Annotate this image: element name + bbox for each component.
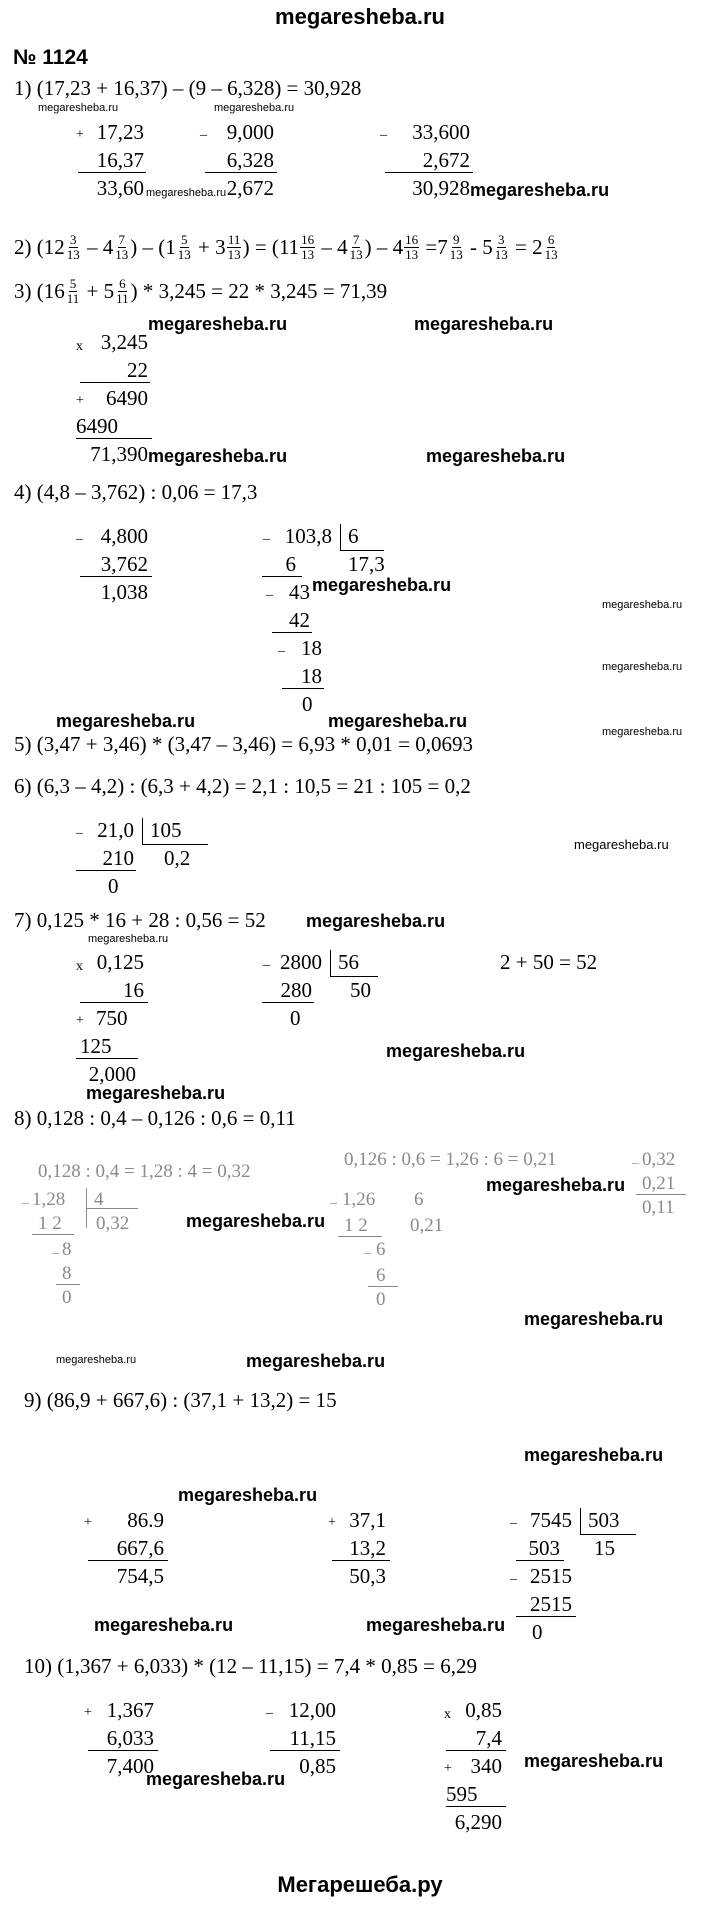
remainder: 0 [376, 1289, 386, 1310]
minus-sign: _ [263, 527, 270, 542]
result: 0,85 [299, 1754, 336, 1778]
equation: 10) (1,367 + 6,033) * (12 – 11,15) = 7,4 * 0,85 = 6,29 [24, 1654, 477, 1678]
dividend: 1,28 [32, 1189, 66, 1210]
partial: 6490 [76, 414, 118, 438]
watermark: megaresheba.ru [524, 1445, 664, 1465]
watermark: megaresheba.ru [86, 1083, 226, 1103]
minus-sign: _ [266, 583, 273, 598]
operand: 9,000 [226, 120, 274, 144]
result: 754,5 [116, 1564, 164, 1588]
operand: 16 [123, 978, 144, 1002]
rule [330, 976, 378, 977]
remainder: 0 [290, 1006, 301, 1030]
rule [76, 870, 136, 871]
watermark: megaresheba.ru [486, 1175, 626, 1195]
multiply-sign: x [76, 959, 83, 974]
rule [56, 1284, 80, 1285]
rule [516, 1616, 576, 1617]
rule [338, 1236, 382, 1237]
watermark: megaresheba.ru [312, 575, 452, 595]
dividend: 21,0 [97, 818, 134, 842]
dividend: 7545 [530, 1508, 572, 1532]
division-bar [330, 950, 331, 976]
dividend: 2800 [280, 950, 322, 974]
rule [88, 1750, 158, 1751]
rule [262, 1002, 314, 1003]
operand: 0,85 [465, 1698, 502, 1722]
minus-sign: _ [22, 1191, 29, 1206]
minus-sign: _ [263, 953, 270, 968]
step: 6 [376, 1239, 386, 1260]
step: 8 [62, 1263, 72, 1284]
watermark: megaresheba.ru [88, 933, 169, 945]
watermark: megaresheba.ru [178, 1485, 318, 1505]
rule [580, 1534, 636, 1535]
step: 8 [62, 1239, 72, 1260]
watermark: megaresheba.ru [146, 187, 227, 199]
rule [76, 438, 152, 439]
step: 503 [528, 1536, 560, 1560]
operand: 7,4 [475, 1726, 502, 1750]
rule [368, 1286, 398, 1287]
rule [262, 576, 302, 577]
quotient: 0,32 [96, 1213, 130, 1234]
plus-sign: + [76, 393, 84, 408]
result: 1,038 [100, 580, 148, 604]
rule [86, 1208, 138, 1209]
step: 18 [301, 636, 322, 660]
watermark: megaresheba.ru [148, 446, 288, 466]
rule [636, 1194, 686, 1195]
equation: 2) ( 12 $\frac{3}{13}$ – 4 $\frac{7}{13}$ ) – ( 1 $\frac{5}{13}$ + 3 $\frac{11}{13}$ ) = ( 11 $\frac{16}{13}$ – 4 $\frac{7}{13}$ ) – 4 $\frac{16}{13}$ = 7 $\frac{9}{13}$ - 5 $\frac{3}{13}$ = 2 $\frac{6}{13}$ [14, 231, 558, 262]
division-bar [142, 818, 143, 844]
dividend: 103,8 [284, 524, 332, 548]
divisor: 6 [348, 524, 359, 548]
result: 71,390 [90, 442, 148, 466]
minus-sign: _ [510, 1567, 517, 1582]
remainder: 0 [62, 1287, 72, 1308]
minus-sign: _ [76, 821, 83, 836]
partial: 595 [446, 1782, 478, 1806]
operand: 6,328 [226, 148, 274, 172]
minus-sign: _ [266, 1701, 273, 1716]
result: 33,60 [96, 176, 144, 200]
partial: 6490 [106, 386, 148, 410]
equation: 7) 0,125 * 16 + 28 : 0,56 = 52 [14, 908, 266, 932]
equation: 6) (6,3 – 4,2) : (6,3 + 4,2) = 2,1 : 10,5 = 21 : 105 = 0,2 [14, 774, 471, 798]
operand: 13,2 [349, 1536, 386, 1560]
operand: 2,672 [422, 148, 470, 172]
result: 30,928 [412, 176, 470, 200]
watermark: megaresheba.ru [94, 1615, 234, 1635]
operand: 0,21 [642, 1173, 676, 1194]
rule [270, 1750, 340, 1751]
result: 7,400 [106, 1754, 154, 1778]
rule [272, 632, 312, 633]
divisor: 56 [338, 950, 359, 974]
multiply-sign: x [444, 1707, 451, 1722]
sub-equation: 0,128 : 0,4 = 1,28 : 4 = 0,32 [38, 1161, 251, 1182]
quotient: 50 [350, 978, 371, 1002]
equation: 9) (86,9 + 667,6) : (37,1 + 13,2) = 15 [24, 1388, 337, 1412]
rule [88, 1560, 168, 1561]
quotient: 17,3 [348, 552, 385, 576]
result: 6,290 [454, 1810, 502, 1834]
rule [80, 576, 152, 577]
divisor: 4 [94, 1189, 104, 1210]
operand: 3,762 [100, 552, 148, 576]
site-footer: Мегарешеба.ру [277, 1872, 443, 1897]
rule [446, 1806, 506, 1807]
watermark: megaresheba.ru [38, 102, 119, 114]
watermark: megaresheba.ru [306, 911, 446, 931]
watermark: megaresheba.ru [386, 1041, 526, 1061]
plus-sign: + [76, 127, 84, 142]
watermark: megaresheba.ru [524, 1751, 664, 1771]
remainder: 0 [532, 1620, 543, 1644]
plus-sign: + [76, 1013, 84, 1028]
watermark: megaresheba.ru [602, 726, 683, 738]
step: 42 [289, 608, 310, 632]
divisor: 6 [414, 1189, 424, 1210]
step: 1 2 [344, 1215, 368, 1236]
result: 2,672 [226, 176, 274, 200]
partial: 125 [80, 1034, 112, 1058]
partial: 340 [470, 1754, 502, 1778]
plus-sign: + [444, 1761, 452, 1776]
minus-sign: _ [380, 123, 387, 138]
step: 280 [280, 978, 312, 1002]
watermark: megaresheba.ru [524, 1309, 664, 1329]
quotient: 0,2 [164, 846, 191, 870]
sum: 2 + 50 = 52 [500, 950, 598, 974]
minus-sign: _ [278, 639, 285, 654]
rule [80, 382, 150, 383]
operand: 16,37 [96, 148, 144, 172]
quotient: 0,21 [410, 1215, 444, 1236]
minus-sign: _ [510, 1511, 517, 1526]
equation: 1) (17,23 + 16,37) – (9 – 6,328) = 30,928 [14, 76, 362, 100]
watermark: megaresheba.ru [602, 661, 683, 673]
watermark: megaresheba.ru [56, 1354, 137, 1366]
rule [80, 1002, 148, 1003]
watermark: megaresheba.ru [246, 1351, 386, 1371]
operand: 667,6 [116, 1536, 164, 1560]
problem-number: № 1124 [13, 46, 88, 69]
partial: 750 [96, 1006, 128, 1030]
division-bar [340, 524, 341, 550]
multiply-sign: x [76, 339, 83, 354]
operand: 4,800 [100, 524, 148, 548]
rule [385, 172, 473, 173]
watermark: megaresheba.ru [328, 711, 468, 731]
sub-equation: 0,126 : 0,6 = 1,26 : 6 = 0,21 [344, 1149, 557, 1170]
rule [332, 1560, 390, 1561]
watermark: megaresheba.ru [366, 1615, 506, 1635]
rule [76, 1058, 138, 1059]
rule [142, 844, 208, 845]
step: 6 [285, 552, 296, 576]
plus-sign: + [84, 1515, 92, 1530]
step: 18 [301, 664, 322, 688]
watermark: megaresheba.ru [426, 446, 566, 466]
step: 1 2 [38, 1213, 62, 1234]
site-header: megaresheba.ru [275, 4, 445, 29]
watermark: megaresheba.ru [186, 1211, 326, 1231]
minus-sign: _ [200, 123, 207, 138]
divisor: 105 [150, 818, 182, 842]
rule [205, 172, 277, 173]
watermark: megaresheba.ru [214, 102, 295, 114]
watermark: megaresheba.ru [414, 314, 554, 334]
step: 210 [102, 846, 134, 870]
step: 2515 [530, 1592, 572, 1616]
rule [282, 688, 324, 689]
result: 50,3 [349, 1564, 386, 1588]
plus-sign: + [84, 1705, 92, 1720]
step: 2515 [530, 1564, 572, 1588]
watermark: megaresheba.ru [146, 1769, 286, 1789]
watermark: megaresheba.ru [602, 599, 683, 611]
rule [78, 172, 146, 173]
operand: 33,600 [412, 120, 470, 144]
operand: 0,32 [642, 1149, 676, 1170]
equation: 3) ( 16 $\frac{5}{11}$ + 5 $\frac{6}{11}$ ) * 3,245 = 22 * 3,245 = 71,39 [14, 275, 388, 306]
operand: 3,245 [100, 330, 148, 354]
remainder: 0 [108, 874, 119, 898]
operand: 11,15 [289, 1726, 336, 1750]
operand: 6,033 [106, 1726, 154, 1750]
minus-sign: _ [76, 527, 83, 542]
operand: 0,125 [96, 950, 144, 974]
result: 2,000 [88, 1062, 136, 1086]
step: 6 [376, 1265, 386, 1286]
remainder: 0 [302, 692, 313, 716]
watermark: megaresheba.ru [470, 180, 610, 200]
watermark: megaresheba.ru [148, 314, 288, 334]
operand: 86.9 [127, 1508, 164, 1532]
quotient: 15 [594, 1536, 615, 1560]
divisor: 503 [588, 1508, 620, 1532]
operand: 12,00 [288, 1698, 336, 1722]
rule [32, 1234, 74, 1235]
step: 43 [289, 580, 310, 604]
equation: 4) (4,8 – 3,762) : 0,06 = 17,3 [14, 480, 258, 504]
rule [516, 1560, 564, 1561]
result: 0,11 [642, 1197, 675, 1218]
rule [340, 550, 384, 551]
minus-sign: _ [52, 1241, 59, 1256]
minus-sign: _ [364, 1241, 371, 1256]
minus-sign: _ [632, 1151, 639, 1166]
operand: 22 [127, 358, 148, 382]
watermark: megaresheba.ru [56, 711, 196, 731]
equation: 8) 0,128 : 0,4 – 0,126 : 0,6 = 0,11 [14, 1106, 296, 1130]
rule [446, 1750, 506, 1751]
operand: 17,23 [96, 120, 144, 144]
division-bar [580, 1508, 581, 1534]
operand: 37,1 [349, 1508, 386, 1532]
plus-sign: + [328, 1515, 336, 1530]
operand: 1,367 [106, 1698, 154, 1722]
watermark: megaresheba.ru [574, 837, 669, 852]
minus-sign: _ [330, 1191, 337, 1206]
equation: 5) (3,47 + 3,46) * (3,47 – 3,46) = 6,93 * 0,01 = 0,0693 [14, 732, 473, 756]
dividend: 1,26 [342, 1189, 376, 1210]
